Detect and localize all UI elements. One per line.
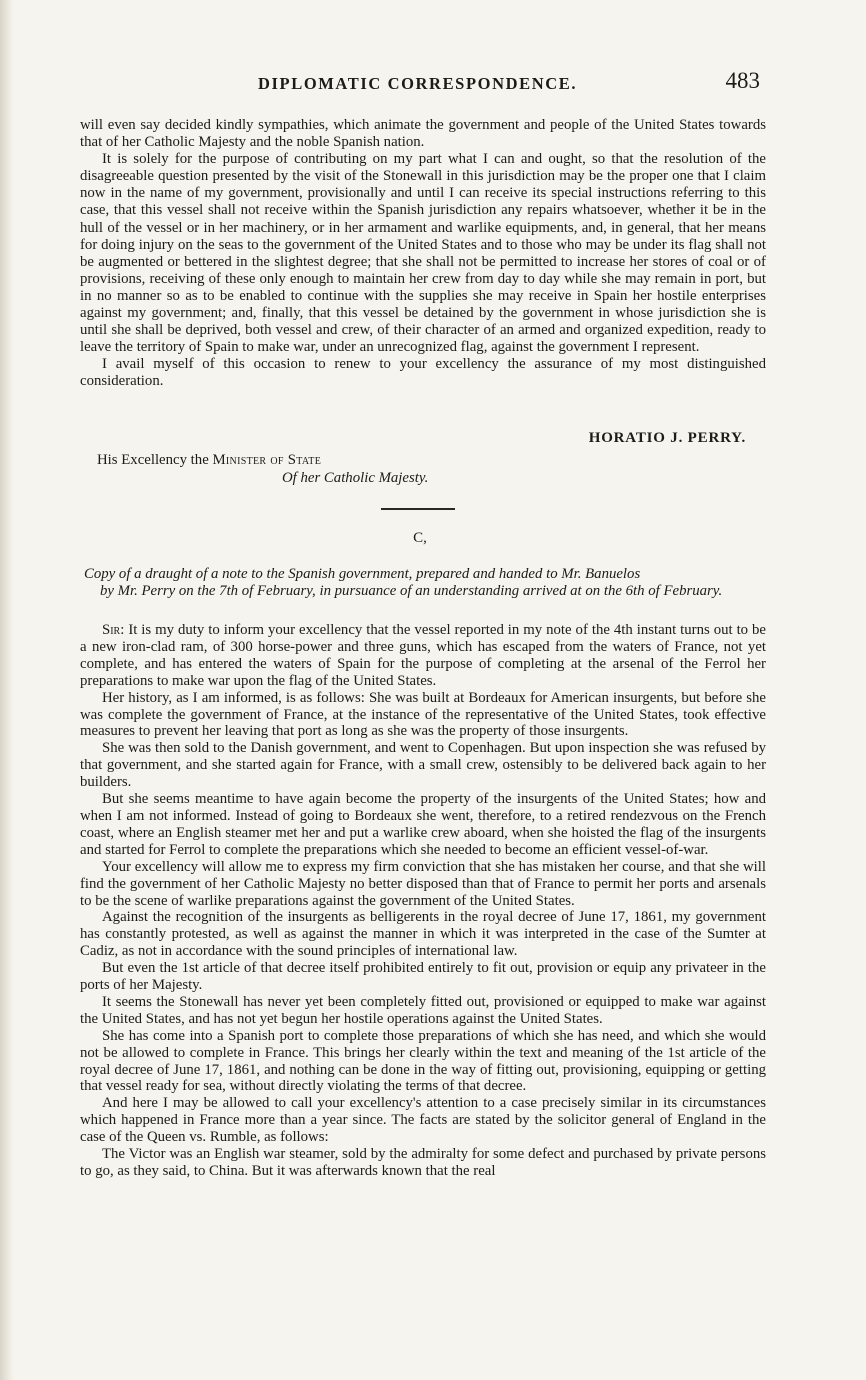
page-spine-shadow [0, 0, 14, 1380]
addressee-prefix: His Excellency the [97, 452, 213, 468]
section-heading-rest: by Mr. Perry on the 7th of February, in pursuance of an understanding arrived at on the 6th of February. [100, 583, 723, 599]
letter-b-paragraph: I avail myself of this occasion to renew to your excellency the assurance of my most distinguished consideration. [80, 356, 766, 390]
letter-c-paragraph: But she seems meantime to have again become the property of the insurgents of the United States; how and when I am not informed. Instead of going to Bordeaux she went, therefore, to a retired rendezvous on the French coast, where an English steamer met her and put a warlike crew aboard, when she hoisted the flag of the insurgents and started for Ferrol to complete the preparations which she needed to become an efficient vessel-of-war. [80, 791, 766, 858]
letter-b-body [80, 117, 766, 391]
section-heading-line-1: Copy of a draught of a note to the Spanish government, prepared and handed to Mr. Banuelos [84, 566, 641, 582]
letter-c-paragraph: It seems the Stonewall has never yet been completely fitted out, provisioned or equipped to make war against the United States, and has not yet begun her hostile operations against the United States. [80, 993, 766, 1027]
signature: HORATIO J. PERRY. [588, 430, 746, 446]
section-heading [84, 566, 766, 600]
letter-c-paragraph: She has come into a Spanish port to complete those preparations of which she has need, and which she would not be allowed to complete in France. This brings her clearly within the text and meaning of the 1st article of the royal decree of June 17, 1861, and nothing can be done in the way of fitting out, provisioning, equipping or getting that vessel ready for sea, without directly violating the terms of that decree. [80, 1027, 766, 1095]
letter-c-paragraph: The Victor was an English war steamer, sold by the admiralty for some defect and purchased by private persons to go, as they said, to China. But it was afterwards known that the real [80, 1146, 766, 1179]
salutation: Sir: [102, 622, 125, 638]
addressee-block [97, 452, 597, 487]
page-header [80, 66, 766, 96]
letter-c-paragraph: Against the recognition of the insurgents as belligerents in the royal decree of June 17, 1861, my government has constantly protested, as well as against the manner in which it was interpreted in the case of the Sumter at Cadiz, as not in accordance with the sound principles of international law. [80, 909, 766, 960]
letter-c-paragraph: And here I may be allowed to call your excellency's attention to a case precisely similar in its circumstances which happened in France more than a year since. The facts are stated by the solicitor general of England in the case of the Queen vs. Rumble, as follows: [80, 1095, 766, 1146]
letter-c-paragraph-first [80, 622, 766, 690]
letter-b-paragraph: will even say decided kindly sympathies, which animate the government and people of the United States towards that of her Catholic Majesty and the noble Spanish nation. [80, 117, 766, 151]
section-letter: C, [413, 530, 427, 546]
letter-c-paragraph: Her history, as I am informed, is as follows: She was built at Bordeaux for American insurgents, but before she was complete the government of France, at the instance of the representative of the United States, took effective measures to prevent her leaving that port as long as she was the property of those insurgents. [80, 689, 766, 740]
letter-c-body [80, 622, 766, 1180]
letter-c-paragraph: Your excellency will allow me to express my firm conviction that she has mistaken her course, and that she will find the government of her Catholic Majesty no better disposed than that of France to permit her ports and arsenals to be the scene of warlike preparations against the government of the United States. [80, 858, 766, 909]
letter-c-paragraph-text: It is my duty to inform your excellency that the vessel reported in my note of the 4th instant turns out to be a new iron-clad ram, of 300 horse-power and three guns, which has escaped from the waters of France, not yet complete, and has entered the waters of Spain for the purpose of completing at the arsenal of the Ferrol her preparations to make war upon the flag of the United States. [80, 622, 767, 689]
addressee-title: Minister of State [212, 452, 322, 468]
running-title: DIPLOMATIC CORRESPONDENCE. [258, 74, 578, 93]
page-number: 483 [725, 68, 760, 93]
addressee-line-2: Of her Catholic Majesty. [282, 469, 429, 486]
addressee-line-1 [97, 452, 597, 470]
section-divider [381, 508, 455, 510]
letter-b-paragraph: It is solely for the purpose of contributing on my part what I can and ought, so that the resolution of the disagreeable question presented by the visit of the Stonewall in this jurisdiction may be the proper one that I claim now in the name of my government, provisionally and until I can receive its special instructions referring to this case, that this vessel shall not receive within the Spanish jurisdiction any repairs whatsoever, whether it be in the hull of the vessel or in her machinery, or in her armament and warlike equipments, and, in general, that her means for doing injury on the seas to the government of the United States and to those who may be under its flag shall not be augmented or bettered in the slightest degree; that she shall not be permitted to increase her stores of coal or of provisions, receiving of these only enough to maintain her crew from day to day while she may remain in port, but in no manner so as to be enabled to continue with the supplies she may receive in Spain her hostile enterprises against my government; and, finally, that this vessel be detained by the government in whose jurisdiction she is until she shall be deprived, both vessel and crew, of their character of an armed and organized expedition, ready to leave the territory of Spain to make war, under an unrecognized flag, against the government I represent. [80, 151, 766, 356]
letter-c-paragraph: But even the 1st article of that decree itself prohibited entirely to fit out, provision or equip any privateer in the ports of her Majesty. [80, 960, 766, 994]
letter-c-paragraph: She was then sold to the Danish government, and went to Copenhagen. But upon inspection she was refused by that government, and she started again for France, with a small crew, ostensibly to be delivered back again to her builders. [80, 740, 766, 791]
